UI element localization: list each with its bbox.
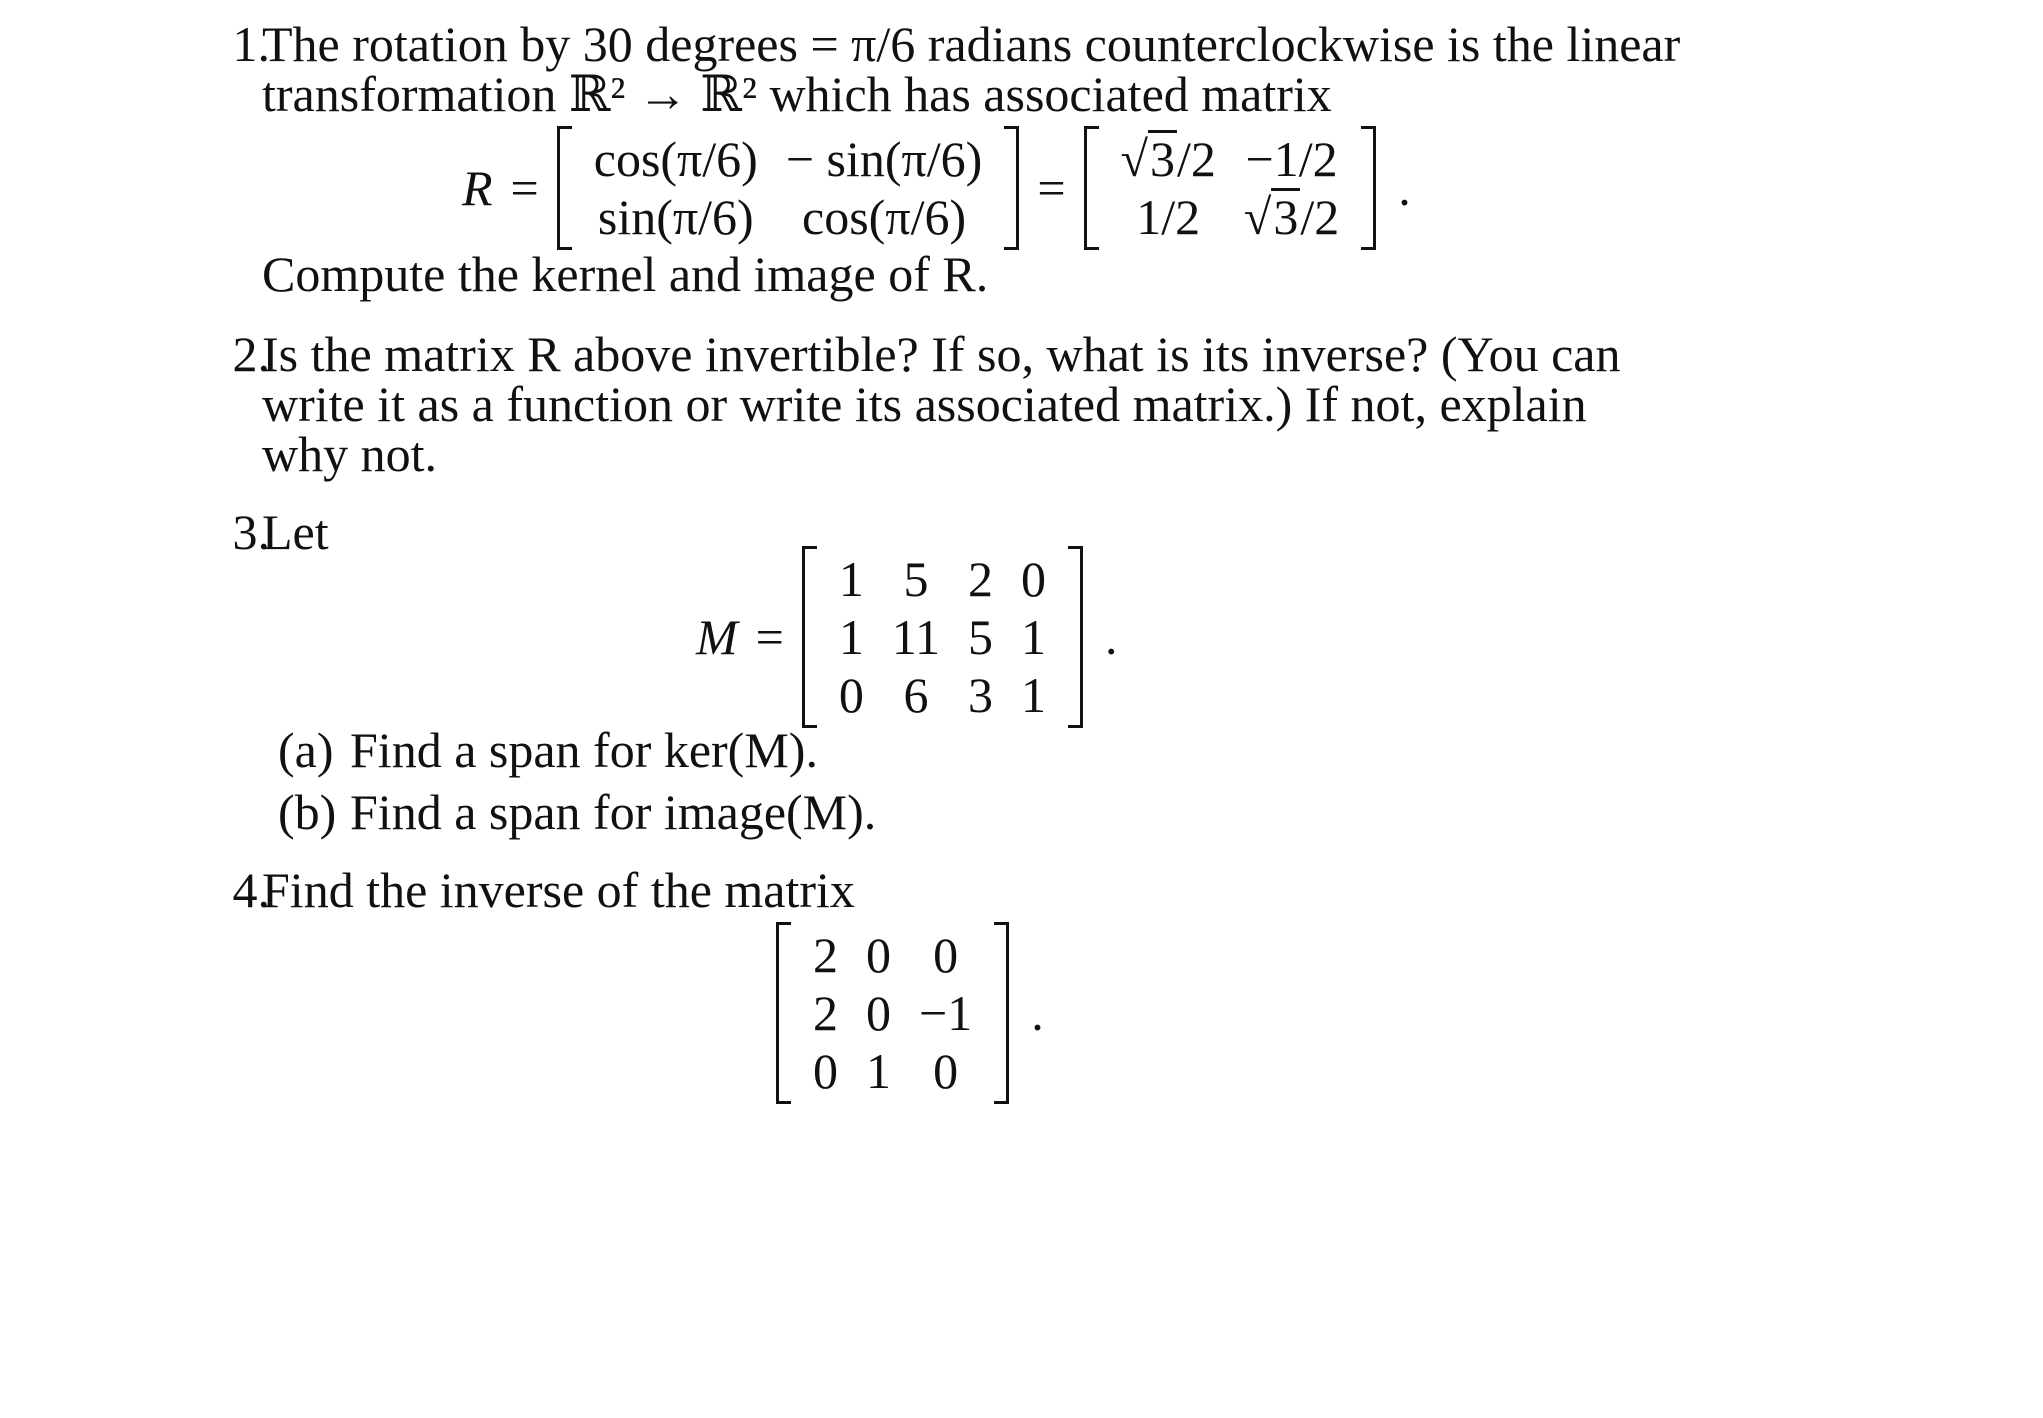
matrix-cell: 2 [968,551,994,607]
equals-sign: = [510,160,539,216]
period: . [1398,160,1411,216]
matrix-cell: 1/2 [1136,189,1201,245]
problem-4-number: 4. [232,862,270,918]
matrix-cell: 0 [1021,551,1047,607]
problem-1-line-1: The rotation by 30 degrees = π/6 radians counterclockwise is the linear [262,16,1681,72]
matrix-cell: 1 [838,551,864,607]
matrix-cell: 0 [866,927,891,983]
matrix-cell: 1 [838,609,864,665]
trig-matrix [557,126,1020,250]
rotation-equation [462,126,1411,250]
matrix-cell: 1 [1021,667,1047,723]
problem-2-line-3: why not. [262,426,437,482]
problem-2-line-2: write it as a function or write its associated matrix.) If not, explain [262,376,1587,432]
matrix-cell: √ 3 /2 [1120,131,1216,187]
problem-2-line-1: Is the matrix R above invertible? If so, what is its inverse? (You can [262,326,1621,382]
period: . [1031,985,1044,1041]
matrix-cell: 0 [838,667,864,723]
matrix-cell: 0 [866,985,891,1041]
matrix-cell: 5 [903,551,929,607]
matrix-cell: −1/2 [1245,131,1338,187]
problem-1-number: 1. [232,16,270,72]
problem-1-line-2: transformation ℝ² → ℝ² which has associated matrix [262,66,1332,122]
matrix-cell: 1 [1021,609,1047,665]
matrix-cell: 11 [891,609,941,665]
matrix-cell: 0 [933,927,959,983]
matrix-cell: 2 [813,985,838,1041]
matrix-r-symbol: R [462,160,493,216]
period: . [1105,609,1118,665]
equals-sign: = [1037,160,1066,216]
matrix-m-equation [696,546,1118,728]
part-a-label: (a) [278,722,334,778]
problem-3-number: 3. [232,504,270,560]
matrix-cell: 3 [968,667,994,723]
equals-sign: = [755,609,784,665]
matrix-cell: 1 [866,1043,891,1099]
sqrt-symbol: √ [1120,131,1148,187]
problem-1-question: Compute the kernel and image of R. [262,246,989,302]
matrix-cell: 0 [813,1043,838,1099]
problem-2-number: 2. [232,326,270,382]
part-b-label: (b) [278,784,337,840]
matrix-cell: 5 [968,609,994,665]
matrix-cell: sin(π/6) [597,189,754,245]
problem-4-text: Find the inverse of the matrix [262,862,855,918]
inverse-matrix-equation [776,922,1044,1104]
problem-3-intro: Let [262,504,329,560]
matrix-cell: − sin(π/6) [785,131,983,187]
matrix-cell: 6 [903,667,929,723]
matrix-cell: −1 [919,985,973,1041]
matrix-m-symbol: M [696,609,738,665]
matrix-cell: cos(π/6) [802,189,967,245]
matrix-cell: 0 [933,1043,959,1099]
part-b-text: Find a span for image(M). [350,784,877,840]
sqrt-symbol: √ [1243,189,1272,245]
matrix-m [802,546,1083,728]
matrix-to-invert [776,922,1009,1104]
matrix-cell: √ 3 /2 [1243,189,1340,245]
matrix-cell: 2 [813,927,838,983]
matrix-cell: cos(π/6) [593,131,758,187]
numeric-matrix [1084,126,1377,250]
part-a-text: Find a span for ker(M). [350,722,818,778]
